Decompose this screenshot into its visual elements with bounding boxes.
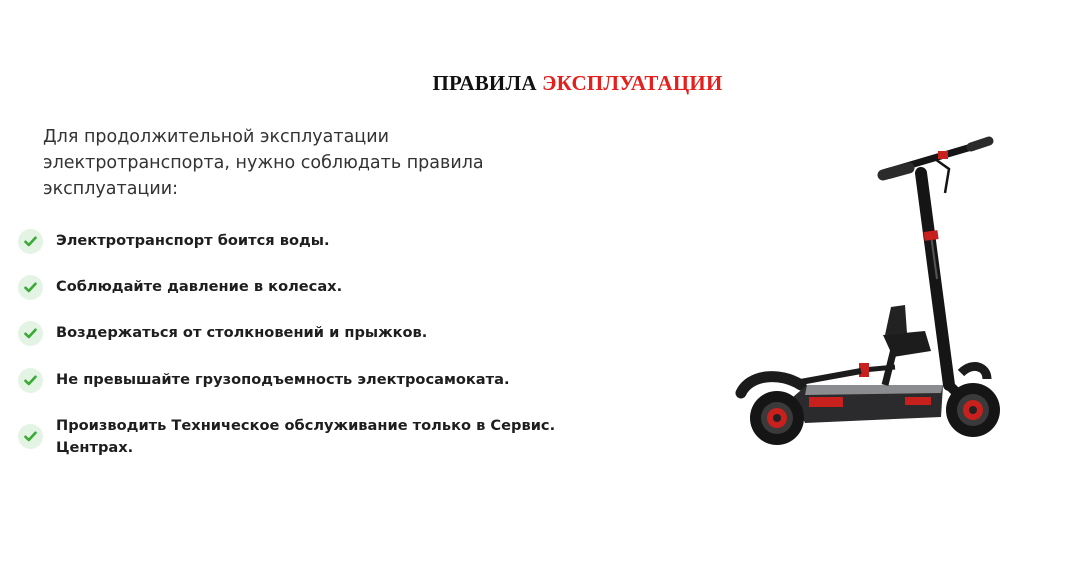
rule-item [18, 417, 576, 459]
page-title [0, 71, 1075, 96]
title-main: ПРАВИЛА [432, 71, 537, 95]
rule-item [18, 229, 576, 254]
title-accent: ЭКСПЛУАТАЦИИ [542, 71, 723, 95]
rule-text: Не превышайте грузоподъемность электросамоката. [56, 371, 510, 388]
rule-item [18, 321, 576, 346]
intro-text: Для продолжительной эксплуатации электротранспорта, нужно соблюдать правила эксплуатации: [43, 127, 484, 199]
rule-text: Производить Техническое обслуживание только в Сервис. Центрах. [56, 417, 556, 456]
rule-item [18, 368, 576, 393]
check-icon [18, 275, 43, 300]
scooter-image [735, 135, 1010, 445]
rule-text: Воздержаться от столкновений и прыжков. [56, 324, 428, 341]
rule-text: Соблюдайте давление в колесах. [56, 278, 343, 295]
rule-item [18, 275, 576, 300]
rule-text: Электротранспорт боится воды. [56, 232, 330, 249]
check-icon [18, 321, 43, 346]
check-icon [18, 424, 43, 449]
check-icon [18, 229, 43, 254]
check-icon [18, 368, 43, 393]
